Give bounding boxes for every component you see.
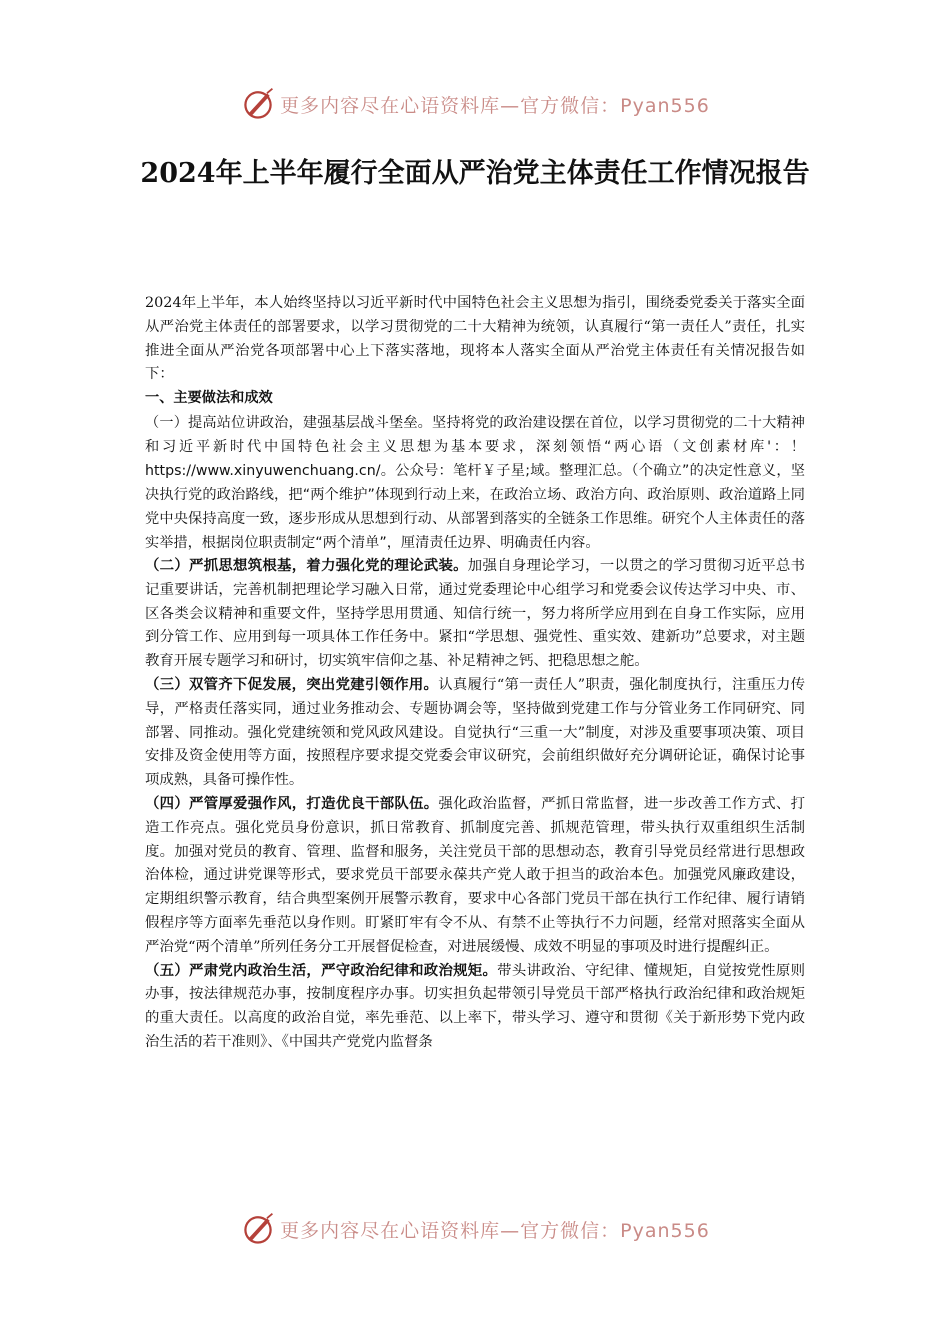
intro-paragraph: 2024年上半年，本人始终坚持以习近平新时代中国特色社会主义思想为指引，围绕委党委关于落实全面从严治党主体责任的部署要求，以学习贯彻党的二十大精神为统领，认真履行“第一责任人”责任，扎实推进全面从严治党各项部署中心上下落实落地，现将本人落实全面从严治党主体责任有关情况报告如下： bbox=[145, 295, 805, 383]
paragraph-5-heading: （五）严肃党内政治生活，严守政治纪律和政治规矩。 bbox=[145, 962, 498, 979]
paragraph-4-heading: （四）严管厚爱强作风，打造优良干部队伍。 bbox=[145, 795, 439, 812]
document-body bbox=[145, 292, 805, 1055]
quill-logo-icon bbox=[240, 1211, 276, 1247]
footer-watermark-banner bbox=[0, 1209, 950, 1249]
watermark-text: 更多内容尽在心语资料库—官方微信：Pyan556 bbox=[280, 1219, 710, 1242]
watermark-text: 更多内容尽在心语资料库—官方微信：Pyan556 bbox=[280, 94, 710, 117]
paragraph-5 bbox=[145, 960, 805, 1055]
paragraph-5-text: 带头讲政治、守纪律、懂规矩，自觉按党性原则办事，按法律规范办事，按制度程序办事。切实担负起带领引导党员干部严格执行政治纪律和政治规矩的重大责任。以高度的政治自觉，率先垂范、以上率下，带头学习、遵守和贯彻《关于新形势下党内政治生活的若干准则》、《中国共产党党内监督条 bbox=[145, 962, 805, 1050]
document-title: 2024年上半年履行全面从严治党主体责任工作情况报告 bbox=[140, 158, 810, 189]
paragraph-4-text: 强化政治监督，严抓日常监督，进一步改善工作方式、打造工作亮点。强化党员身份意识，抓日常教育、抓制度完善、抓规范管理，带头执行双重组织生活制度。加强对党员的教育、管理、监督和服务，关注党员干部的思想动态，教育引导党员经常进行思想政治体检，通过讲党课等形式，要求党员干部要永葆共产党人敢于担当的政治本色。加强党风廉政建设，定期组织警示教育，结合典型案例开展警示教育，要求中心各部门党员干部在执行工作纪律、履行请销假程序等方面率先垂范以身作则。盯紧盯牢有令不从、有禁不止等执行不力问题，经常对照落实全面从严治党“两个清单”所列任务分工开展督促检查，对进展缓慢、成效不明显的事项及时进行提醒纠正。 bbox=[145, 795, 805, 955]
paragraph-3 bbox=[145, 674, 805, 793]
paragraph-2 bbox=[145, 555, 805, 674]
quill-logo-icon bbox=[240, 86, 276, 122]
paragraph-4 bbox=[145, 793, 805, 960]
paragraph-3-heading: （三）双管齐下促发展，突出党建引领作用。 bbox=[145, 676, 439, 693]
section-heading: 一、主要做法和成效 bbox=[145, 390, 273, 407]
header-watermark-banner bbox=[0, 84, 950, 124]
paragraph-3-text: 认真履行“第一责任人”职责，强化制度执行，注重压力传导，严格责任落实同，通过业务推动会、专题协调会等，坚持做到党建工作与分管业务工作同研究、同部署、同推动。强化党建统领和党风政风建设。自觉执行“三重一大”制度，对涉及重要事项决策、项目安排及资金使用等方面，按照程序要求提交党委会审议研究，会前组织做好充分调研论证，确保讨论事项成熟，具备可操作性。 bbox=[145, 676, 805, 789]
paragraph-2-text: 加强自身理论学习，一以贯之的学习贯彻习近平总书记重要讲话，完善机制把理论学习融入日常，通过党委理论中心组学习和党委会议传达学习中央、市、区各类会议精神和重要文件，坚持学思用贯通、知信行统一，努力将所学应用到在自身工作实际，应用到分管工作、应用到每一项具体工作任务中。紧扣“学思想、强党性、重实效、建新功”总要求，对主题教育开展专题学习和研讨，切实筑牢信仰之基、补足精神之钙、把稳思想之舵。 bbox=[145, 557, 805, 670]
paragraph-1: （一）提高站位讲政治，建强基层战斗堡垒。坚持将党的政治建设摆在首位，以学习贯彻党的二十大精神和习近平新时代中国特色社会主义思想为基本要求，深刻领悟“两心语（文创素材库'：！https://www.xinyuwenchuang.cn/。公众号：笔杆￥子星;域。整理汇总。（个确立”的决定性意义，坚决执行党的政治路线，把“两个维护”体现到行动上来，在政治立场、政治方向、政治原则、政治道路上同党中央保持高度一致，逐步形成从思想到行动、从部署到落实的全链条工作思维。研究个人主体责任的落实举措，根据岗位职责制定“两个清单”，厘清责任边界、明确责任内容。 bbox=[145, 414, 805, 551]
paragraph-2-heading: （二）严抓思想筑根基，着力强化党的理论武装。 bbox=[145, 557, 468, 574]
